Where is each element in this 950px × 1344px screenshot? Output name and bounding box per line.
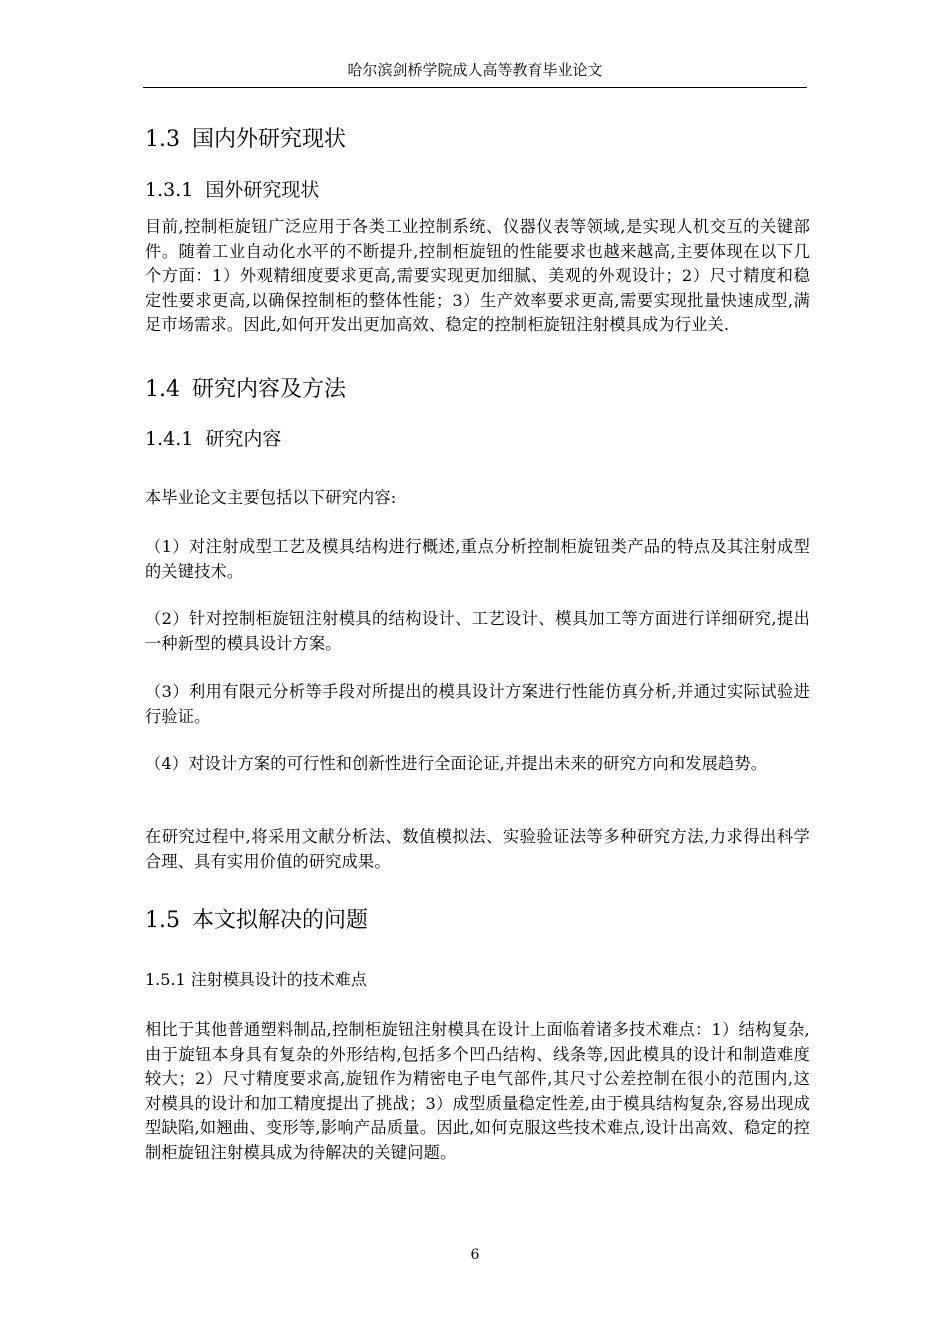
section-number: 1.3 xyxy=(145,127,180,152)
section-heading-1-3 xyxy=(145,126,346,154)
list-item: （2）针对控制柜旋钮注射模具的结构设计、工艺设计、模具加工等方面进行详细研究,提出一种新型的模具设计方案。 xyxy=(145,609,810,653)
subsection-heading-1-3-1 xyxy=(145,177,319,203)
subsection-heading-1-5-1: 1.5.1 注射模具设计的技术难点 xyxy=(145,970,367,989)
header-rule xyxy=(143,87,807,88)
paragraph-research-methods: 在研究过程中,将采用文献分析法、数值模拟法、实验验证法等多种研究方法,力求得出科学合理、具有实用价值的研究成果。 xyxy=(145,827,810,871)
list-item: （4）对设计方案的可行性和创新性进行全面论证,并提出未来的研究方向和发展趋势。 xyxy=(145,754,768,773)
section-number: 1.5 xyxy=(145,908,180,933)
subsection-number: 1.4.1 xyxy=(145,428,194,450)
paragraph-research-intro: 本毕业论文主要包括以下研究内容: xyxy=(145,488,397,507)
section-title: 本文拟解决的问题 xyxy=(192,908,369,933)
subsection-number: 1.3.1 xyxy=(145,179,194,201)
section-heading-1-4 xyxy=(145,376,346,404)
subsection-title: 研究内容 xyxy=(205,428,282,450)
list-item: （3）利用有限元分析等手段对所提出的模具设计方案进行性能仿真分析,并通过实际试验进行验证。 xyxy=(145,682,810,726)
section-number: 1.4 xyxy=(145,377,180,402)
subsection-title: 国外研究现状 xyxy=(205,179,320,201)
list-item: （1）对注射成型工艺及模具结构进行概述,重点分析控制柜旋钮类产品的特点及其注射成型的关键技术。 xyxy=(145,537,810,581)
page-number: 6 xyxy=(470,1247,480,1263)
paragraph-foreign-research: 目前,控制柜旋钮广泛应用于各类工业控制系统、仪器仪表等领域,是实现人机交互的关键部件。随着工业自动化水平的不断提升,控制柜旋钮的性能要求也越来越高,主要体现在以下几个方面：1）外观精细度要求更高,需要实现更加细腻、美观的外观设计；2）尺寸精度和稳定性要求更高,以确保控制柜的整体性能；3）生产效率要求更高,需要实现批量快速成型,满足市场需求。因此,如何开发出更加高效、稳定的控制柜旋钮注射模具成为行业关. xyxy=(145,217,810,334)
running-header: 哈尔滨剑桥学院成人高等教育毕业论文 xyxy=(347,61,603,79)
section-title: 国内外研究现状 xyxy=(192,127,347,152)
paragraph-technical-difficulties: 相比于其他普通塑料制品,控制柜旋钮注射模具在设计上面临着诸多技术难点：1）结构复杂,由于旋钮本身具有复杂的外形结构,包括多个凹凸结构、线条等,因此模具的设计和制造难度较大；2）尺寸精度要求高,旋钮作为精密电子电气部件,其尺寸公差控制在很小的范围内,这对模具的设计和加工精度提出了挑战；3）成型质量稳定性差,由于模具结构复杂,容易出现成型缺陷,如翘曲、变形等,影响产品质量。因此,如何克服这些技术难点,设计出高效、稳定的控制柜旋钮注射模具成为待解决的关键问题。 xyxy=(145,1020,810,1162)
section-title: 研究内容及方法 xyxy=(192,377,347,402)
subsection-heading-1-4-1 xyxy=(145,426,281,452)
section-heading-1-5 xyxy=(145,907,368,935)
